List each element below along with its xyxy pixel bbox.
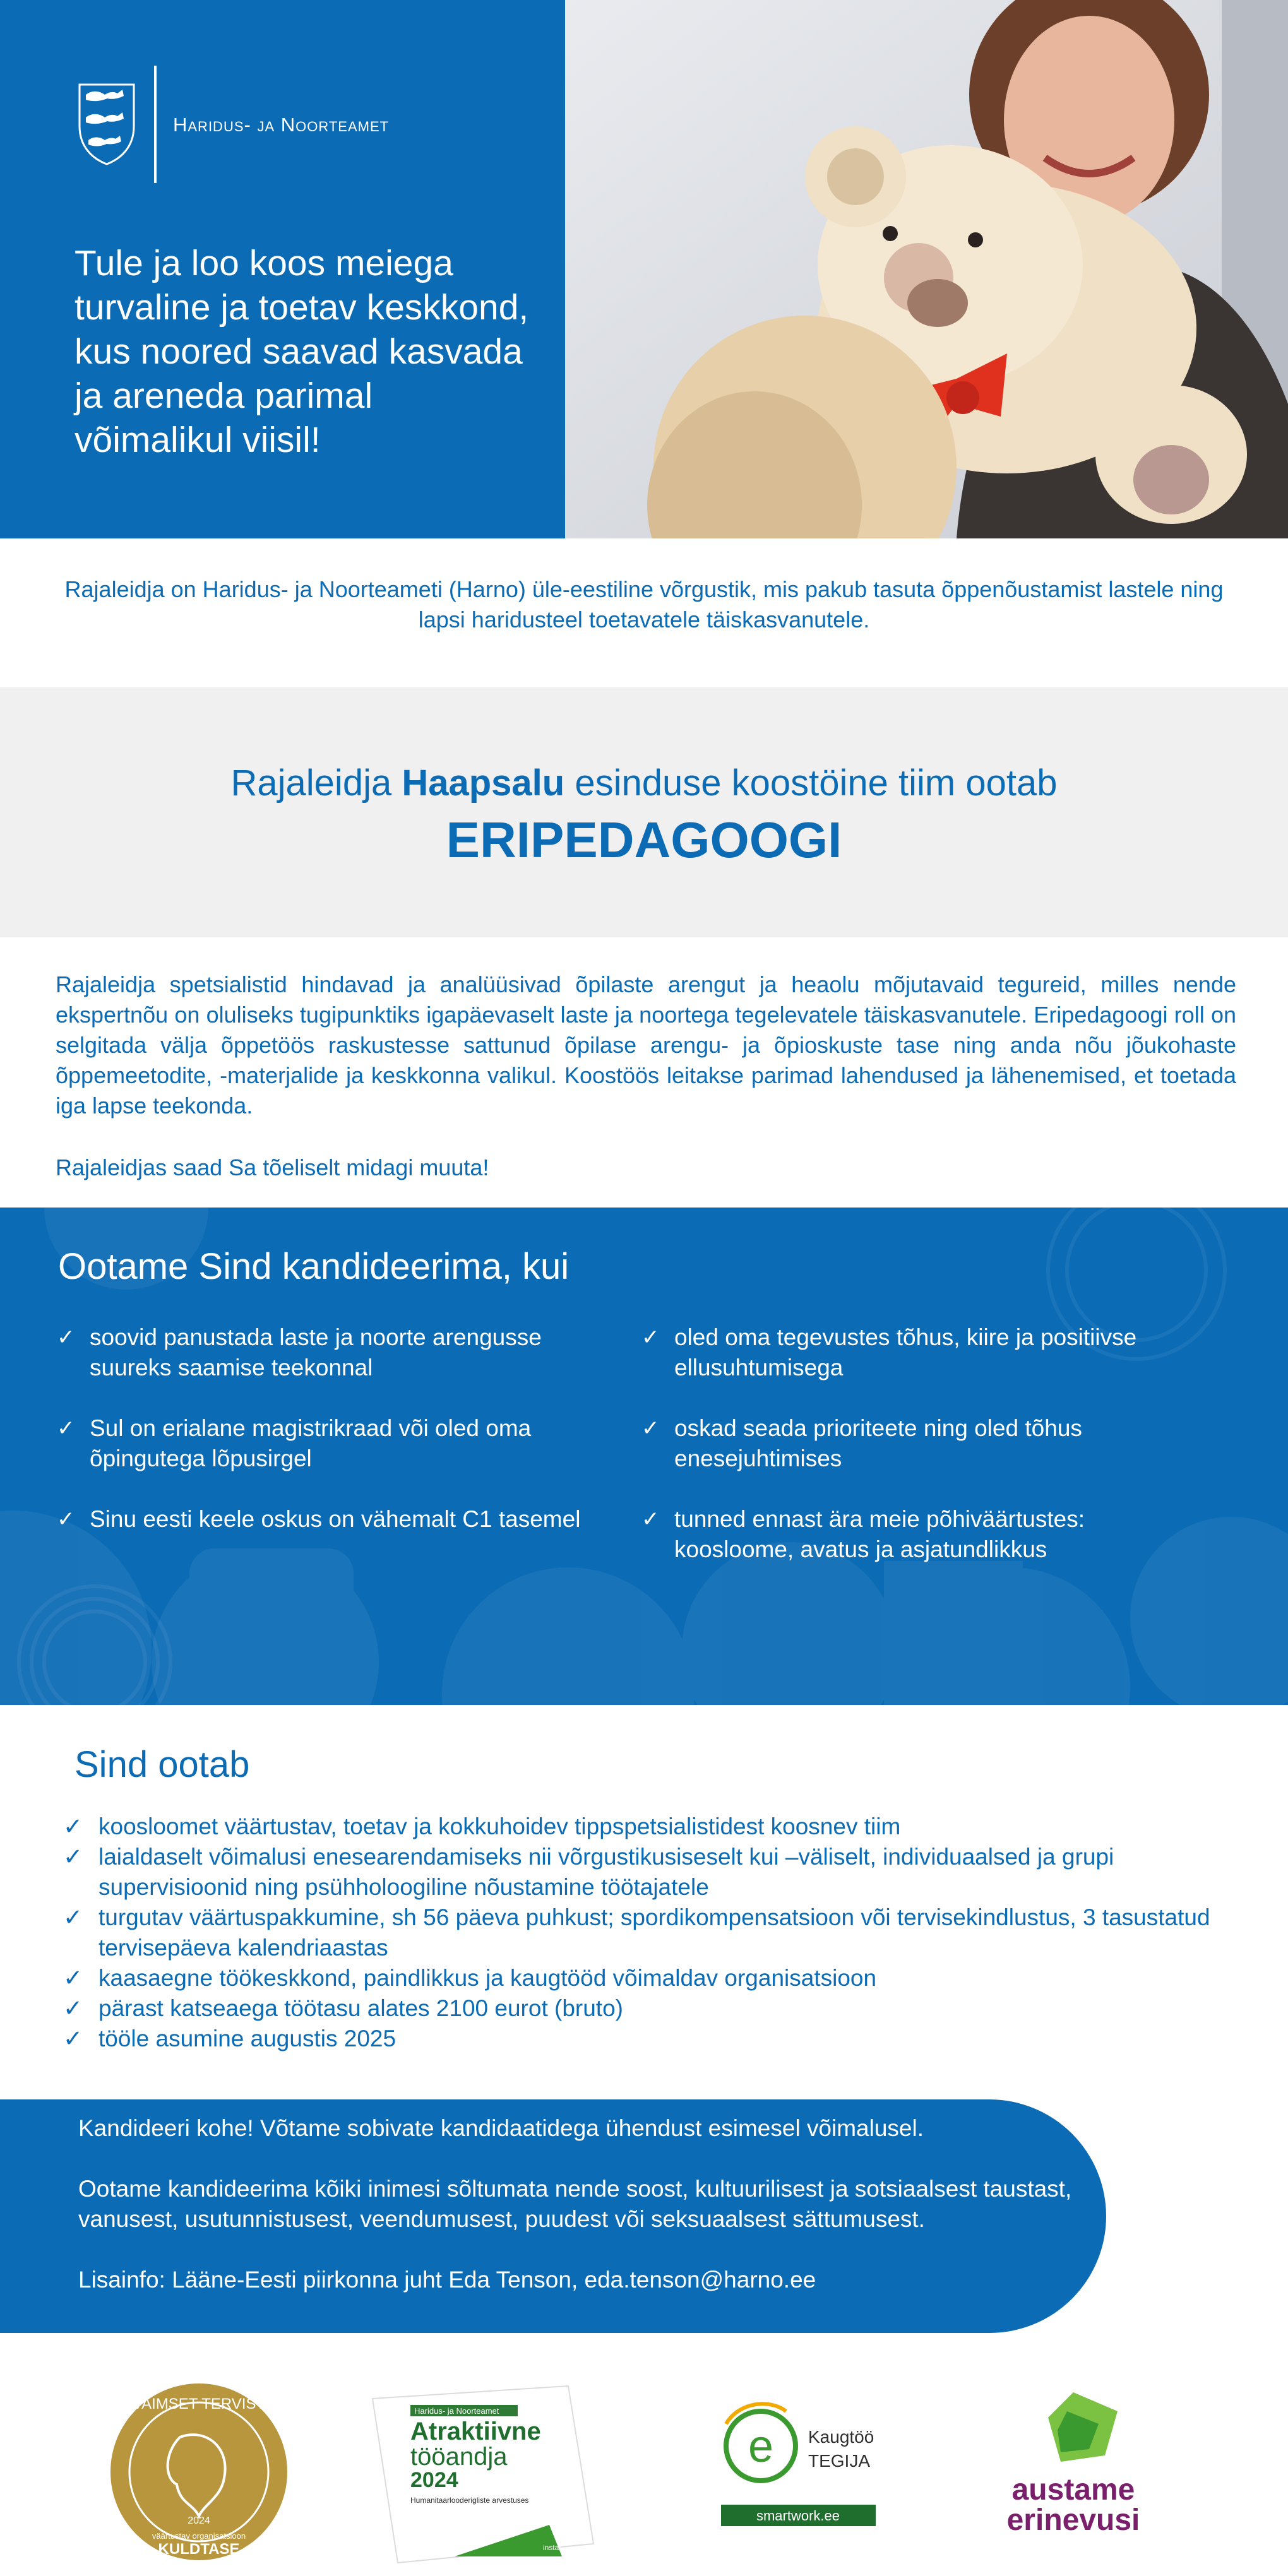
requirements-right-column: ✓ oled oma tegevustes tõhus, kiire ja positiivse ellusuhtumisega ✓ oskad seada prioriteete ning oled tõhus enesejuhtimises ✓ tunned ennast ära meie põhiväärtustes: koosloome, avatus ja asjatundlikkus [641, 1322, 1235, 1575]
offer-item: ✓ kaasaegne töökeskkond, paindlikkus ja kaugtööd võimaldav organisatsioon [63, 1963, 1225, 1993]
headline-band [0, 687, 1288, 937]
badge2-year: 2024 [410, 2468, 458, 2492]
badge3-line1: Kaugtöö [808, 2427, 874, 2447]
check-icon: ✓ [57, 1326, 75, 1350]
hero-section [0, 0, 1288, 538]
mental-health-gold-badge [104, 2377, 294, 2567]
badge2-title2: tööandja [410, 2443, 508, 2471]
check-icon: ✓ [57, 1416, 75, 1440]
requirements-title: Ootame Sind kandideerima, kui [58, 1246, 569, 1287]
badge2-title1: Atraktiivne [410, 2418, 541, 2445]
svg-text:e: e [748, 2421, 774, 2472]
respecting-diversity-badge [998, 2386, 1149, 2544]
headline-city: Haapsalu [402, 763, 565, 804]
estonian-coat-of-arms-icon [76, 82, 138, 165]
check-icon: ✓ [63, 1844, 83, 1870]
badge3-line2: TEGIJA [808, 2451, 871, 2471]
badge4-line1: austame [1011, 2473, 1135, 2507]
badge1-year: 2024 [188, 2515, 210, 2526]
badge1-sub: väärtustav organisatsioon [152, 2531, 246, 2541]
offer-list [63, 1812, 1225, 2054]
job-description-tagline: Rajaleidjas saad Sa tõeliselt midagi muuta! [56, 1154, 489, 1180]
job-description: Rajaleidja spetsialistid hindavad ja analüüsivad õpilaste arengut ja heaolu mõjutavaid tegureid, milles nende ekspertnõu on oluliseks tugipunktiks igapäevaselt laste ja noortega tegelevatele täiskasvanutele. Eripedagoogi roll on selgitada välja õppetöös raskustesse sattunud õpilase arengu- ja õpioskuste tase ning anda nõu jõukohaste õppemeetodite, -materjalide ja keskkonna valikul. Koostöös leitakse parimad lahendused ja lähenemised, et toetada iga lapse teekonda. [56, 971, 1236, 1119]
check-icon: ✓ [641, 1507, 660, 1531]
woman-with-teddy-bear-photo [565, 0, 1288, 538]
badge3-url: smartwork.ee [756, 2508, 840, 2524]
remote-work-badge [707, 2399, 884, 2537]
cta-contact-info: Lisainfo: Lääne-Eesti piirkonna juht Eda Tenson, eda.tenson@harno.ee [78, 2267, 816, 2293]
check-icon: ✓ [57, 1507, 75, 1531]
check-icon: ✓ [63, 1813, 83, 1839]
check-icon: ✓ [63, 2026, 83, 2051]
hero-title: Tule ja loo koos meiega turvaline ja toetav keskkond, kus noored saavad kasvada ja areneda parimal võimalikul viisil! [75, 243, 529, 460]
attractive-employer-badge [360, 2380, 600, 2550]
badge2-brand: instar [543, 2543, 562, 2552]
org-logo-text: Haridus- ja Noorteamet [173, 114, 390, 136]
headline-prefix: Rajaleidja [230, 763, 402, 804]
offer-title: Sind ootab [75, 1744, 250, 1785]
cta-equality-text: Ootame kandideerima kõiki inimesi sõltumata nende soost, kultuurilisest ja sotsiaalsest taustast, vanusest, usutunnistusest, veendumusest, puudest või seksuaalsest sättumusest. [78, 2176, 1072, 2232]
offer-item: ✓ turgutav väärtuspakkumine, sh 56 päeva puhkust; spordikompensatsioon või tervisekindlustus, 3 tasustatud tervisepäeva kalendriaastas [63, 1902, 1225, 1963]
call-to-action-box [0, 2099, 1106, 2333]
badge4-line2: erinevusi [1006, 2503, 1140, 2537]
offer-item: ✓ pärast katseaega töötasu alates 2100 eurot (bruto) [63, 1993, 1225, 2024]
badge1-level: KULDTASE [158, 2541, 240, 2558]
badge1-top: VAIMSET TERVIST [132, 2395, 266, 2413]
check-icon: ✓ [63, 1965, 83, 1991]
check-icon: ✓ [641, 1416, 660, 1440]
intro-text: Rajaleidja on Haridus- ja Noorteameti (Harno) üle-eestiline võrgustik, mis pakub tasuta õppenõustamist lastele ning lapsi haridusteel toetavatele täiskasvanutele. [64, 576, 1224, 632]
hero-panel [0, 0, 565, 538]
offer-item: ✓ laialdaselt võimalusi enesearendamiseks nii võrgustikusiseselt kui –väliselt, individuaalsed ja grupi supervisioonid ning psühholoogiline nõustamine töötajatele [63, 1842, 1225, 1902]
check-icon: ✓ [63, 1904, 83, 1930]
logo-divider [154, 66, 157, 183]
hero-photo [565, 0, 1288, 538]
badges-row [0, 2348, 1288, 2576]
badge2-sub: Humanitaarlooderigliste arvestuses [410, 2496, 529, 2505]
headline-line [0, 762, 1288, 804]
position-title: ERIPEDAGOOGI [446, 812, 842, 868]
headline-suffix: esinduse koostöine tiim ootab [564, 763, 1058, 804]
requirements-left-column: ✓ soovid panustada laste ja noorte arengusse suureks saamise teekonnal ✓ Sul on erialane magistrikraad või oled oma õpingutega lõpusirgel ✓ Sinu eesti keele oskus on vähemalt C1 tasemel [57, 1322, 625, 1575]
offer-item: ✓ tööle asumine augustis 2025 [63, 2024, 1225, 2054]
cta-apply-text: Kandideeri kohe! Võtame sobivate kandidaatidega ühendust esimesel võimalusel. [78, 2115, 924, 2141]
requirements-section [0, 1208, 1288, 1705]
check-icon: ✓ [63, 1995, 83, 2021]
check-icon: ✓ [641, 1326, 660, 1350]
badge2-org: Haridus- ja Noorteamet [414, 2406, 499, 2416]
offer-item: ✓ koosloomet väärtustav, toetav ja kokkuhoidev tippspetsialistidest koosnev tiim [63, 1812, 1225, 1842]
